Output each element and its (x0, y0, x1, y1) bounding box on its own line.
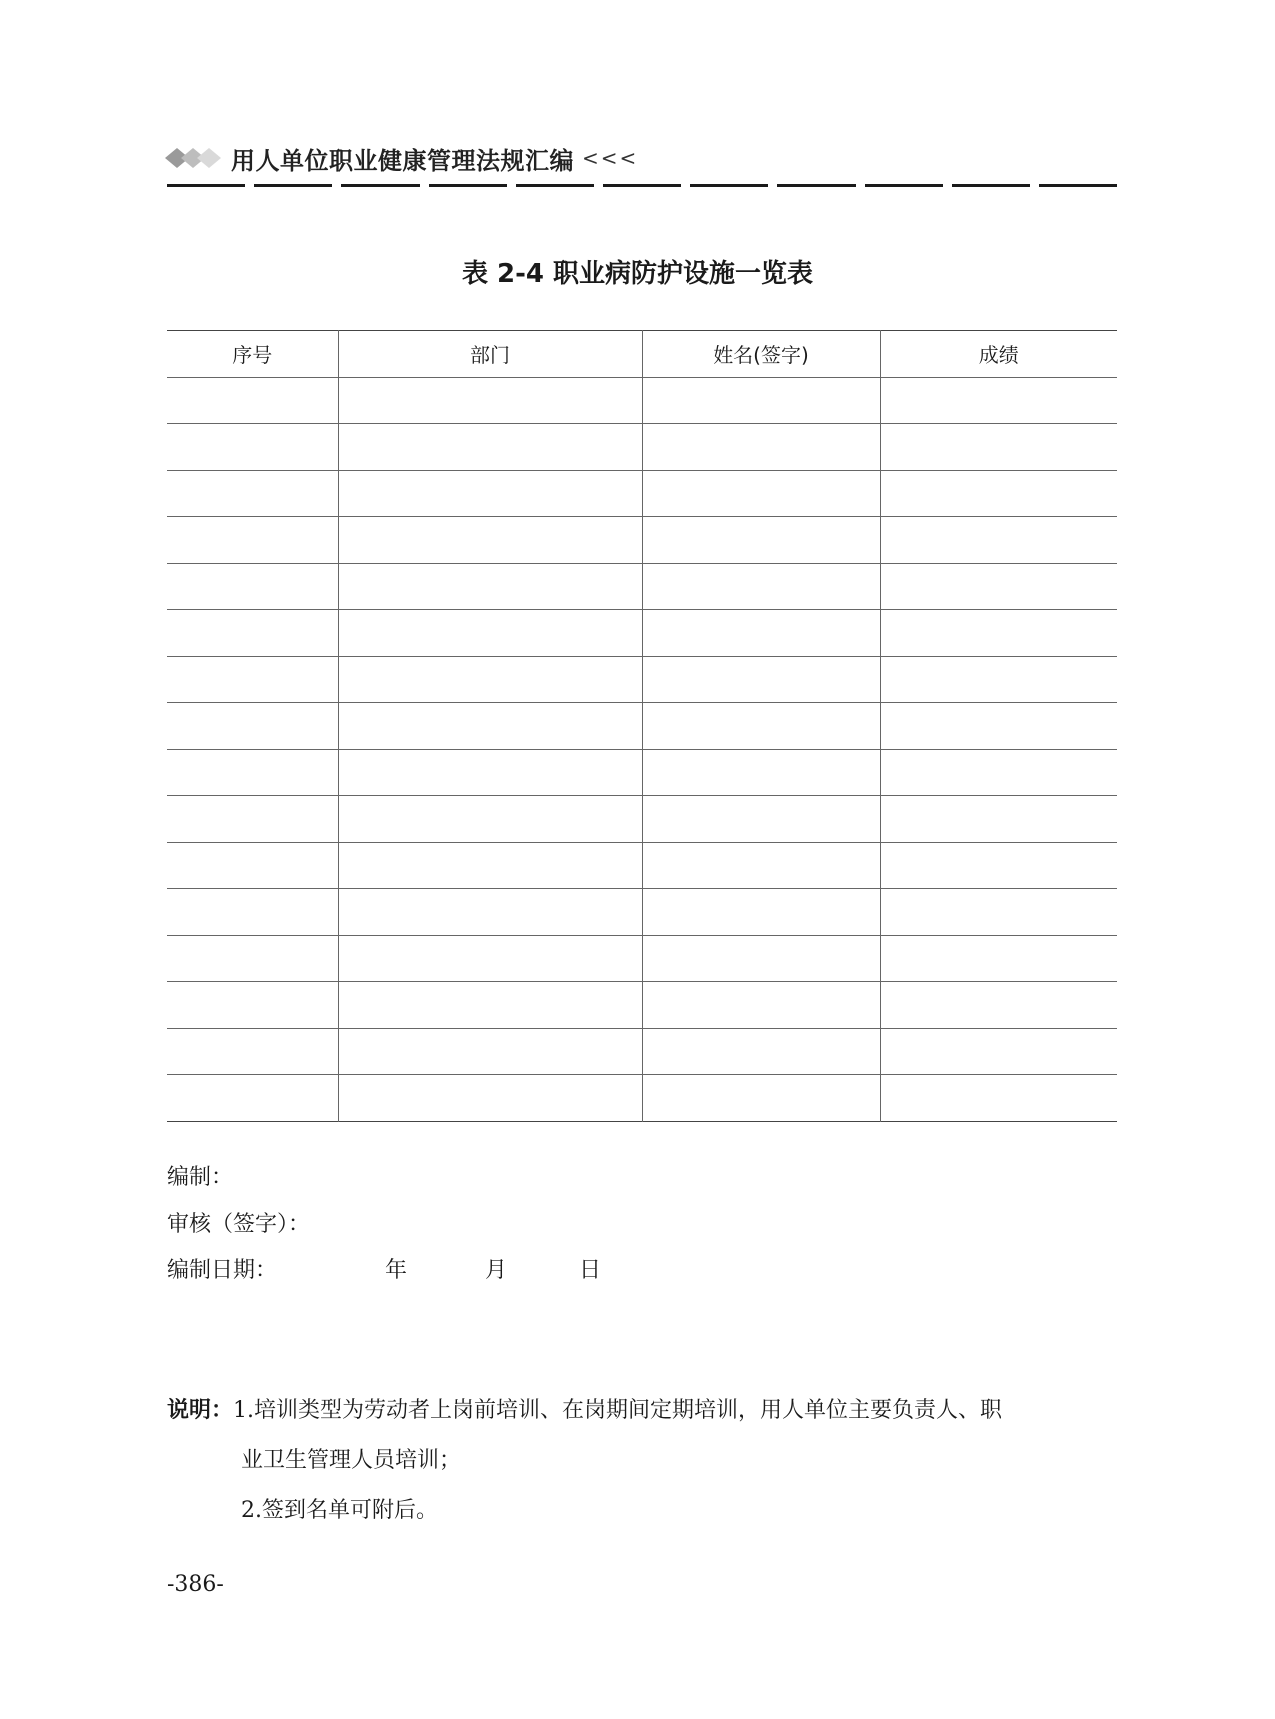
col-header-score: 成绩 (880, 331, 1117, 378)
table-cell (167, 935, 338, 982)
table-cell (642, 842, 880, 889)
table-row (167, 796, 1117, 843)
header-rule (167, 184, 1117, 187)
facilities-table (167, 330, 1117, 1122)
compile-date-label: 编制日期： (167, 1258, 278, 1283)
table-row (167, 703, 1117, 750)
table-cell (167, 424, 338, 471)
table-cell (338, 842, 642, 889)
table-cell (880, 982, 1117, 1029)
table-cell (642, 749, 880, 796)
table-cell (338, 656, 642, 703)
table-row (167, 563, 1117, 610)
header-arrows: <<< (582, 146, 639, 170)
table-cell (642, 563, 880, 610)
note-item-1-line-1: 1.培训类型为劳动者上岗前培训、在岗期间定期培训，用人单位主要负责人、职 (233, 1398, 1003, 1423)
table-cell (880, 1028, 1117, 1075)
table-row (167, 424, 1117, 471)
table-cell (880, 749, 1117, 796)
note-item-1 (167, 1385, 1127, 1436)
table-cell (642, 935, 880, 982)
table-cell (167, 1028, 338, 1075)
table-cell (167, 796, 338, 843)
table-cell (167, 656, 338, 703)
table-cell (338, 982, 642, 1029)
table-cell (642, 610, 880, 657)
page-number: -386- (167, 1572, 224, 1597)
table-cell (167, 517, 338, 564)
table-cell (338, 749, 642, 796)
note-item-2: 2.签到名单可附后。 (241, 1498, 438, 1523)
note-item-1-line-2: 业卫生管理人员培训； (241, 1448, 462, 1473)
diamond-logo-icon (163, 143, 223, 173)
table-row (167, 842, 1117, 889)
table-cell (880, 610, 1117, 657)
table-cell (642, 656, 880, 703)
table-row (167, 1075, 1117, 1122)
table-cell (642, 982, 880, 1029)
table-cell (338, 517, 642, 564)
table-cell (880, 470, 1117, 517)
table-cell (167, 1075, 338, 1122)
table-cell (167, 563, 338, 610)
col-header-serial: 序号 (167, 331, 338, 378)
table-header-row (167, 331, 1117, 378)
col-header-name-signature: 姓名(签字) (642, 331, 880, 378)
table-cell (338, 1075, 642, 1122)
table-cell (642, 470, 880, 517)
table-row (167, 517, 1117, 564)
table-cell (642, 1028, 880, 1075)
table-cell (338, 424, 642, 471)
table-cell (880, 563, 1117, 610)
table-cell (167, 842, 338, 889)
table-cell (880, 1075, 1117, 1122)
table-row (167, 1028, 1117, 1075)
notes-lead: 说明： (167, 1397, 234, 1423)
year-label: 年 (385, 1258, 408, 1283)
table-cell (880, 656, 1117, 703)
table-cell (338, 377, 642, 424)
table-cell (338, 610, 642, 657)
table-row (167, 377, 1117, 424)
table-cell (880, 889, 1117, 936)
table-cell (167, 610, 338, 657)
table-cell (642, 424, 880, 471)
table-title: 表 2-4 职业病防护设施一览表 (461, 259, 814, 289)
table-cell (880, 424, 1117, 471)
table-cell (167, 889, 338, 936)
compiled-by-label: 编制： (167, 1165, 234, 1190)
table-row (167, 982, 1117, 1029)
table-row (167, 656, 1117, 703)
table-cell (880, 377, 1117, 424)
table-cell (880, 703, 1117, 750)
table-row (167, 749, 1117, 796)
table-cell (642, 796, 880, 843)
table-cell (642, 377, 880, 424)
compile-date-line (167, 1253, 601, 1284)
table-body (167, 377, 1117, 1121)
table-row (167, 935, 1117, 982)
table-cell (880, 796, 1117, 843)
table-cell (338, 563, 642, 610)
running-header (163, 138, 638, 178)
table-cell (642, 703, 880, 750)
table-cell (167, 703, 338, 750)
table-cell (642, 1075, 880, 1122)
table-cell (338, 470, 642, 517)
table-cell (338, 935, 642, 982)
table-cell (880, 517, 1117, 564)
table-cell (167, 377, 338, 424)
reviewed-by-label: 审核（签字）： (167, 1212, 311, 1237)
table-row (167, 470, 1117, 517)
header-title: 用人单位职业健康管理法规汇编 (231, 145, 574, 175)
table-cell (338, 796, 642, 843)
table-cell (167, 470, 338, 517)
col-header-department: 部门 (338, 331, 642, 378)
month-label: 月 (485, 1258, 508, 1283)
day-label: 日 (579, 1258, 602, 1283)
table-cell (338, 703, 642, 750)
table-cell (167, 982, 338, 1029)
table-cell (338, 889, 642, 936)
notes-section (167, 1385, 1127, 1536)
table-cell (642, 517, 880, 564)
table-cell (880, 935, 1117, 982)
table-cell (338, 1028, 642, 1075)
table-row (167, 889, 1117, 936)
table-cell (880, 842, 1117, 889)
table-row (167, 610, 1117, 657)
table-cell (642, 889, 880, 936)
table-cell (167, 749, 338, 796)
